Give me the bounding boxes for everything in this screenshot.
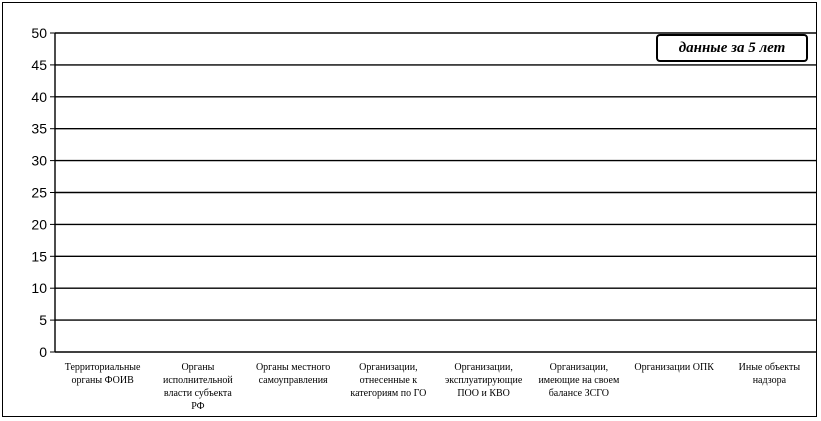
x-category-label: Органы местного самоуправления	[255, 362, 331, 386]
y-tick-label: 25	[31, 184, 47, 201]
x-category-label: Организации, отнесенные к категориям по ГО	[350, 362, 427, 399]
y-tick-label: 30	[31, 152, 47, 169]
y-tick-label: 50	[31, 25, 47, 41]
y-tick-label: 0	[39, 344, 47, 360]
y-axis-ticks	[31, 25, 55, 360]
y-tick-label: 40	[31, 88, 47, 105]
period-annotation: данные за 5 лет	[656, 34, 808, 62]
y-tick-label: 45	[31, 56, 47, 73]
y-tick-label: 15	[31, 248, 47, 265]
y-tick-label: 10	[31, 280, 47, 297]
y-tick-label: 35	[31, 120, 47, 137]
x-category-label: Организации, эксплуатирующие ПОО и КВО	[444, 362, 523, 399]
x-category-label: Иные объекты надзора	[738, 362, 801, 386]
y-tick-label: 5	[39, 312, 47, 329]
x-category-label: Организации, имеющие на своем балансе ЗСГО	[538, 362, 620, 399]
gridlines	[55, 33, 817, 320]
y-tick-label: 20	[31, 216, 47, 233]
x-category-label: Территориальные органы ФОИВ	[64, 362, 141, 386]
x-category-label: Организации ОПК	[634, 362, 714, 373]
x-axis-categories	[65, 362, 801, 412]
x-category-label: Органы исполнительной власти субъекта РФ	[162, 362, 233, 412]
